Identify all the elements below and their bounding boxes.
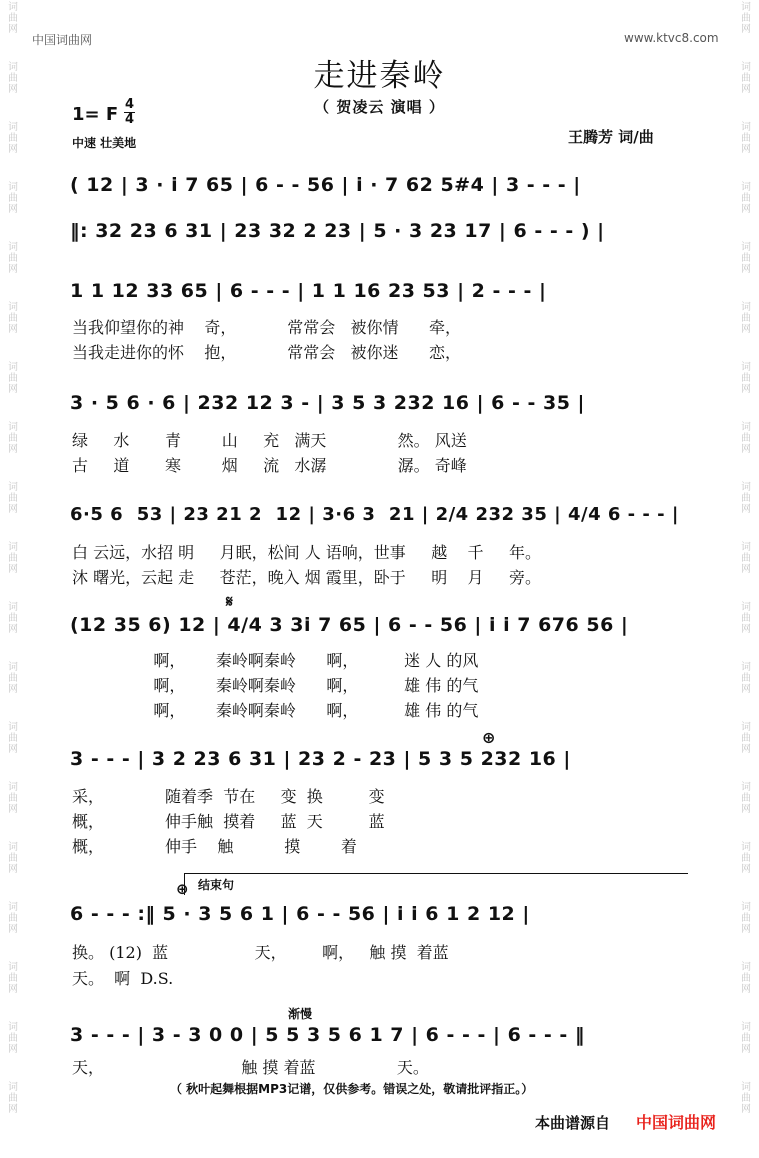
- source-site: 中国词曲网: [636, 1113, 717, 1132]
- ending-bracket-line: [184, 873, 688, 874]
- lyric-line: 沐 曙光，云起 走 苍茫，晚入 烟 霞里，卧于 明 月 旁。: [72, 568, 541, 587]
- notation-row: (12 35 6) 12 | 4/4 3 3i 7 65 | 6 - - 56 | i i 7 676 56 |: [70, 614, 629, 636]
- lyric-line: 天， 触 摸 着蓝 天。: [72, 1058, 429, 1077]
- watermark-right: 词 曲 网 词 曲 网 词 曲 网 词 曲 网 词 曲 网 词 曲 网 词 曲 网 词 曲 网 词 曲 网 词 曲 网 词 曲 网 词 曲 网 词 曲 网 词 曲 网 词 曲 网 词 曲 网 词 曲 网 词 曲 网 词 曲 网: [741, 2, 751, 1115]
- lyric-line: 采， 随着季 节在 变 换 变: [72, 787, 385, 806]
- notation-row: 6·5 6 53 | 23 21 2 12 | 3·6 3 21 | 2/4 232 35 | 4/4 6 - - - |: [70, 504, 679, 525]
- lyric-line: 换。 (12) 蓝 天， 啊， 触 摸 着蓝: [72, 943, 449, 962]
- tempo-marking: 中速 壮美地: [72, 136, 137, 150]
- lyric-line: 天。 啊 D.S.: [72, 969, 174, 988]
- watermark-left: 词 曲 网 词 曲 网 词 曲 网 词 曲 网 词 曲 网 词 曲 网 词 曲 网 词 曲 网 词 曲 网 词 曲 网 词 曲 网 词 曲 网 词 曲 网 词 曲 网 词 曲 网 词 曲 网 词 曲 网 词 曲 网 词 曲 网: [8, 2, 18, 1115]
- transcription-note: （ 秋叶起舞根据MP3记谱，仅供参考。错误之处，敬请批评指正。）: [170, 1082, 534, 1096]
- site-url-right: www.ktvc8.com: [624, 31, 719, 45]
- lyric-line: 当我走进你的怀 抱， 常常会 被你迷 恋，: [72, 343, 461, 362]
- notation-row: 3 · 5 6 · 6 | 232 12 3 - | 3 5 3 232 16 | 6 - - 35 |: [70, 392, 585, 414]
- site-name-left: 中国词曲网: [32, 33, 93, 47]
- source-label: 本曲谱源自: [535, 1114, 611, 1132]
- notation-row: ( 12 | 3 · i 7 65 | 6 - - 56 | i · 7 62 5#4 | 3 - - - |: [70, 174, 581, 196]
- lyric-line: 啊， 秦岭啊秦岭 啊， 迷 人 的风: [72, 651, 479, 670]
- lyric-line: 啊， 秦岭啊秦岭 啊， 雄 伟 的气: [72, 701, 479, 720]
- lyric-line: 白 云远，水招 明 月眠，松间 人 语响，世事 越 千 年。: [72, 543, 541, 562]
- ritardando-mark: 渐慢: [288, 1007, 313, 1021]
- time-signature: 4 4: [125, 97, 135, 127]
- notation-row: 1 1 12 33 65 | 6 - - - | 1 1 16 23 53 | 2 - - - |: [70, 280, 547, 302]
- lyric-line: 古 道 寒 烟 流 水潺 潺。 奇峰: [72, 456, 467, 475]
- lyric-line: 绿 水 青 山 充 满天 然。 风送: [72, 431, 467, 450]
- song-performer: （ 贺凌云 演唱 ）: [314, 98, 445, 116]
- song-title: 走进秦岭: [313, 58, 446, 94]
- coda-mark: ⊕: [176, 880, 189, 898]
- notation-row: ‖: 32 23 6 31 | 23 32 2 23 | 5 · 3 23 17 | 6 - - - ) |: [70, 220, 605, 242]
- coda-mark: ⊕: [482, 728, 496, 747]
- key-signature: 1= F: [72, 104, 119, 125]
- credits: 王腾芳 词/曲: [568, 128, 654, 146]
- notation-row: 3 - - - | 3 - 3 0 0 | 5 5 3 5 6 1 7 | 6 - - - | 6 - - - ‖: [70, 1024, 585, 1046]
- notation-row: 6 - - - :‖ 5 · 3 5 6 1 | 6 - - 56 | i i 6 1 2 12 |: [70, 903, 530, 925]
- segno-mark: 𝄋: [226, 592, 233, 611]
- lyric-line: 当我仰望你的神 奇， 常常会 被你情 牵，: [72, 318, 461, 337]
- notation-row: 3 - - - | 3 2 23 6 31 | 23 2 - 23 | 5 3 5 232 16 |: [70, 748, 571, 770]
- lyric-line: 概， 伸手触 摸着 蓝 天 蓝: [72, 812, 385, 831]
- lyric-line: 啊， 秦岭啊秦岭 啊， 雄 伟 的气: [72, 676, 479, 695]
- ending-label: 结束句: [198, 878, 235, 892]
- lyric-line: 概， 伸手 触 摸 着: [72, 837, 357, 856]
